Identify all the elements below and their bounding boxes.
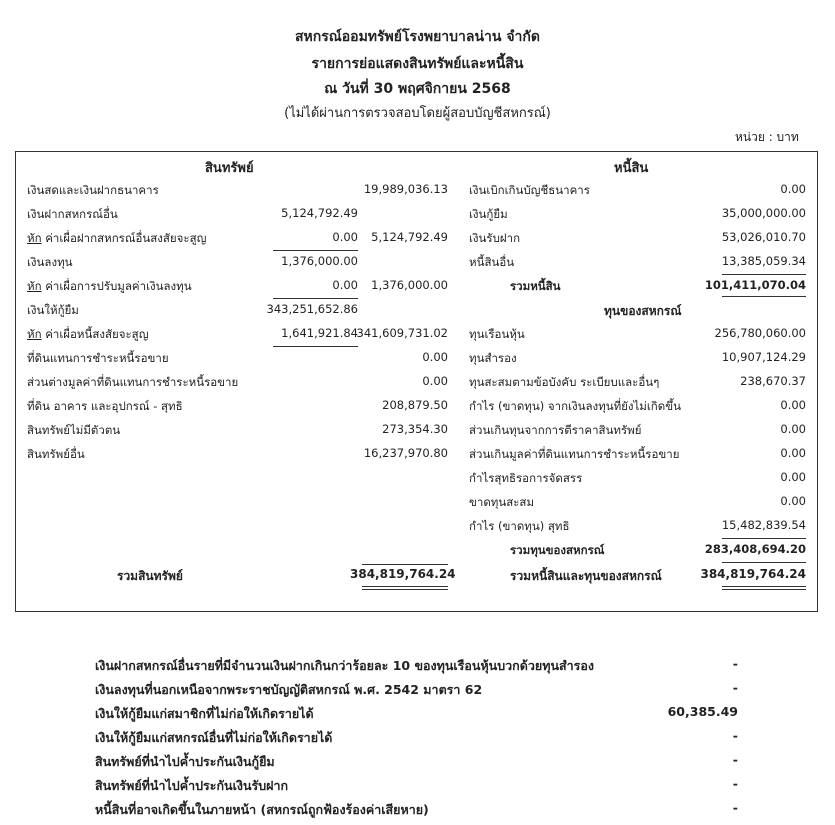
asset-label: ค่าเผื่อหนี้สงสัยจะสูญ	[45, 327, 149, 341]
asset-label: สินทรัพย์อื่น	[27, 447, 85, 461]
equity-value: 256,780,060.00	[714, 326, 806, 340]
asset-label: สินทรัพย์ไม่มีตัวตน	[27, 423, 121, 437]
liability-label: เงินกู้ยืม	[469, 207, 508, 221]
asset-deduct-row	[27, 278, 192, 296]
asset-label: เงินลงทุน	[27, 255, 73, 269]
asset-label: เงินสดและเงินฝากธนาคาร	[27, 183, 159, 197]
subtotal-line	[273, 298, 358, 299]
double-line-top	[722, 586, 806, 587]
subtotal-line	[273, 250, 358, 251]
asset-label: เงินฝากสหกรณ์อื่น	[27, 207, 118, 221]
equity-value: 0.00	[780, 470, 806, 484]
asset-label: ค่าเผื่อการปรับมูลค่าเงินลงทุน	[45, 279, 192, 293]
asset-label: เงินให้กู้ยืม	[27, 303, 79, 317]
asset-total: 0.00	[422, 350, 448, 364]
asset-label: ค่าเผื่อฝากสหกรณ์อื่นสงสัยจะสูญ	[45, 231, 207, 245]
note-value: -	[732, 680, 738, 695]
total-assets-value: 384,819,764.24	[350, 567, 456, 581]
asset-sub: 1,641,921.84	[281, 326, 358, 340]
liability-value: 0.00	[780, 182, 806, 196]
asset-total: 1,376,000.00	[371, 278, 448, 292]
note-label: เงินลงทุนที่นอกเหนือจากพระราชบัญญัติสหกรณ์ พ.ศ. 2542 มาตรา 62	[95, 682, 483, 697]
equity-label: ขาดทุนสะสม	[469, 495, 535, 509]
equity-value: 0.00	[780, 446, 806, 460]
note-value: -	[732, 800, 738, 815]
liability-value: 35,000,000.00	[721, 206, 806, 220]
equity-label: ส่วนเกินทุนจากการตีราคาสินทรัพย์	[469, 423, 642, 437]
grand-total-value: 384,819,764.24	[700, 567, 806, 581]
deduct-label: หัก	[27, 231, 42, 245]
double-line-bottom	[362, 589, 448, 590]
asset-sub: 0.00	[332, 230, 358, 244]
equity-label: ทุนสะสมตามข้อบังคับ ระเบียบและอื่นๆ	[469, 375, 660, 389]
liability-label: หนี้สินอื่น	[469, 255, 515, 269]
total-line	[362, 564, 448, 565]
double-line-bottom	[722, 589, 806, 590]
subtotal-line	[722, 274, 806, 275]
deduct-label: หัก	[27, 279, 42, 293]
note-label: สินทรัพย์ที่นำไปค้ำประกันเงินกู้ยืม	[95, 754, 275, 769]
total-equity-label: รวมทุนของสหกรณ์	[510, 543, 605, 557]
total-line	[722, 296, 806, 297]
equity-label: ส่วนเกินมูลค่าที่ดินแทนการชำระหนี้รอขาย	[469, 447, 680, 461]
note-value: -	[732, 656, 738, 671]
asset-total: 273,354.30	[382, 422, 448, 436]
equity-label: กำไร (ขาดทุน) จากเงินลงทุนที่ยังไม่เกิดขึ้น	[469, 399, 681, 413]
audit-note: (ไม่ได้ผ่านการตรวจสอบโดยผู้สอบบัญชีสหกรณ์)	[284, 106, 551, 121]
asset-total: 0.00	[422, 374, 448, 388]
unit-label: หน่วย : บาท	[735, 130, 799, 144]
liability-value: 53,026,010.70	[721, 230, 806, 244]
report-date: ณ วันที่ 30 พฤศจิกายน 2568	[324, 81, 511, 97]
grand-total-label: รวมหนี้สินและทุนของสหกรณ์	[510, 569, 662, 583]
asset-sub: 0.00	[332, 278, 358, 292]
note-label: หนี้สินที่อาจเกิดขึ้นในภายหน้า (สหกรณ์ถูกฟ้องร้องค่าเสียหาย)	[95, 802, 429, 817]
deduct-label: หัก	[27, 327, 42, 341]
liabilities-heading: หนี้สิน	[614, 161, 649, 176]
note-value: -	[732, 728, 738, 743]
note-label: สินทรัพย์ที่นำไปค้ำประกันเงินรับฝาก	[95, 778, 289, 793]
equity-label: กำไร (ขาดทุน) สุทธิ	[469, 519, 570, 533]
liability-label: เงินเบิกเกินบัญชีธนาคาร	[469, 183, 590, 197]
subtotal-line	[273, 346, 358, 347]
asset-total: 208,879.50	[382, 398, 448, 412]
asset-total: 5,124,792.49	[371, 230, 448, 244]
equity-value: 0.00	[780, 494, 806, 508]
total-line	[722, 562, 806, 563]
assets-heading: สินทรัพย์	[205, 161, 254, 176]
equity-label: กำไรสุทธิรอการจัดสรร	[469, 471, 583, 485]
asset-label: ที่ดินแทนการชำระหนี้รอขาย	[27, 351, 169, 365]
asset-total: 19,989,036.13	[363, 182, 448, 196]
equity-value: 0.00	[780, 422, 806, 436]
equity-value: 10,907,124.29	[721, 350, 806, 364]
equity-label: ทุนสำรอง	[469, 351, 517, 365]
asset-deduct-row	[27, 230, 206, 248]
asset-total: 16,237,970.80	[363, 446, 448, 460]
equity-heading: ทุนของสหกรณ์	[604, 304, 682, 318]
asset-label: ส่วนต่างมูลค่าที่ดินแทนการชำระหนี้รอขาย	[27, 375, 239, 389]
org-title: สหกรณ์ออมทรัพย์โรงพยาบาลน่าน จำกัด	[295, 29, 540, 45]
total-equity-value: 283,408,694.20	[704, 542, 806, 556]
equity-label: ทุนเรือนหุ้น	[469, 327, 525, 341]
note-label: เงินให้กู้ยืมแก่สมาชิกที่ไม่ก่อให้เกิดรายได้	[95, 706, 314, 721]
asset-sub: 343,251,652.86	[266, 302, 358, 316]
asset-sub: 5,124,792.49	[281, 206, 358, 220]
note-value: -	[732, 776, 738, 791]
total-assets-label: รวมสินทรัพย์	[117, 569, 183, 583]
subtotal-line	[722, 538, 806, 539]
equity-value: 238,670.37	[740, 374, 806, 388]
equity-value: 0.00	[780, 398, 806, 412]
total-liabilities-value: 101,411,070.04	[704, 278, 806, 292]
total-liabilities-label: รวมหนี้สิน	[510, 279, 561, 293]
note-label: เงินให้กู้ยืมแก่สหกรณ์อื่นที่ไม่ก่อให้เกิดรายได้	[95, 730, 333, 745]
note-label: เงินฝากสหกรณ์อื่นรายที่มีจำนวนเงินฝากเกินกว่าร้อยละ 10 ของทุนเรือนหุ้นบวกด้วยทุนสำรอง	[95, 658, 594, 673]
asset-sub: 1,376,000.00	[281, 254, 358, 268]
asset-label: ที่ดิน อาคาร และอุปกรณ์ - สุทธิ	[27, 399, 183, 413]
double-line-top	[362, 586, 448, 587]
asset-total: 341,609,731.02	[356, 326, 448, 340]
equity-value: 15,482,839.54	[721, 518, 806, 532]
note-value: -	[732, 752, 738, 767]
liability-label: เงินรับฝาก	[469, 231, 521, 245]
liability-value: 13,385,059.34	[721, 254, 806, 268]
note-value: 60,385.49	[667, 704, 738, 719]
report-title: รายการย่อแสดงสินทรัพย์และหนี้สิน	[311, 56, 524, 72]
asset-deduct-row	[27, 326, 149, 344]
